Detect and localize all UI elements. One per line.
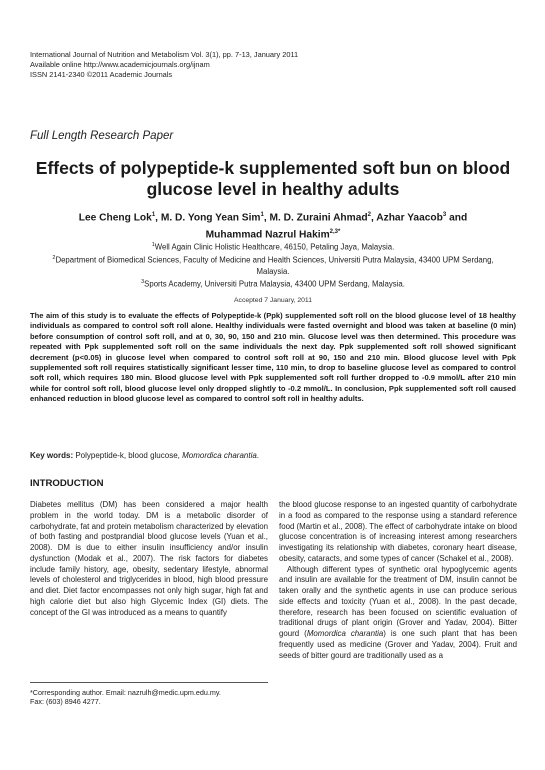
affiliation-item [50,240,496,253]
abstract: The aim of this study is to evaluate the effects of Polypeptide-k (Ppk) supplemented soft roll on the blood glucose level of 18 healthy individuals as compared to control soft roll alone. Healthy individuals were fasted overnight and blood was taken at baseline (0 min) before consumption of control soft roll, and at 0, 30, 90, 150 and 210 min. Glucose level was then determined. This procedure was repeated with Ppk supplemented soft roll on the same individuals the next day. Ppk supplemented soft roll showed significant decrement (p<0.05) in glucose level when compared to control soft roll at 90, 150 and 210 min. Blood glucose level with Ppk supplemented soft roll requires statistically significant lesser time, 110 min, to drop to baseline glucose level as compared to control soft roll, which requires 180 min. Blood glucose level with Ppk supplemented soft roll further dropped to -0.9 mmol/L after 210 min while for control soft roll, blood glucose level only dropped slightly to -0.2 mmol/L. In conclusion, Ppk supplemented soft roll caused enhanced reduction in blood glucose level as compared to control soft roll in healthy adults. [30,311,516,404]
body-column-right [279,500,517,661]
accepted-date: Accepted 7 January, 2011 [234,297,312,304]
footnote-divider [30,682,268,683]
body-text: ) is one such plant that has been frequently used as medicine (Grover and Yadav, 2004). Fruit and seeds of bitter gourd are traditionally used as a [279,629,517,660]
author-name: M. D. Yong Yean Sim [160,212,261,224]
affiliation-mark: 3 [141,278,145,285]
affiliation-list [50,240,496,290]
keywords-text: Polypeptide-k, blood glucose, [73,451,183,460]
body-paragraph: Diabetes mellitus (DM) has been considered a major health problem in the world today. DM is a metabolic disorder of carbohydrate, fat and protein metabolism characterized by elevation of both fasting and postprandial blood glucose levels (Yuan et al., 2008). DM is due to either insulin insufficiency and/or insulin dysfunction (Modak et al., 2007). The risk factors for diabetes include family history, age, obesity, sedentary lifestyle, abnormal levels of cholesterol and triglycerides in blood, high blood pressure and diet. Diet factor encompasses not only high sugar, high fat and high calorie diet but also high Glycemic Index (GI) diets. The concept of the GI was introduced as a means to quantify [30,500,268,617]
paper-title: Effects of polypeptide-k supplemented soft bun on blood glucose level in healthy adults [35,158,511,199]
affiliation-item [50,277,496,290]
journal-citation: International Journal of Nutrition and Metabolism Vol. 3(1), pp. 7-13, January 2011 [30,50,299,59]
affiliation-mark: 2 [52,254,56,261]
journal-issn: ISSN 2141-2340 ©2011 Academic Journals [30,70,173,79]
author-name: Azhar Yaacob [376,212,443,224]
author-affiliation-mark: 2,3* [329,229,341,236]
corresponding-author-footnote [30,688,268,707]
author-affiliation-mark: 3 [442,212,447,218]
body-text: Although different types of synthetic oral hypoglycemic agents and insulin are available for the treatment of DM, insulin cannot be taken orally and the synthetic agents in use can produce serious side effects and toxicity (Yuan et al., 2008). In the past decade, therefore, research has been focused on scientific evaluation of traditional drugs of plant origin (Grover and Yadav, 2004). Bitter gourd ( [279,564,517,638]
body-italic-text: Momordica charantia [306,629,384,638]
article-type: Full Length Research Paper [30,130,174,142]
affiliation-mark: 1 [151,242,155,248]
affiliation-text: Sports Academy, Universiti Putra Malaysia, 43400 UPM Serdang, Malaysia. [144,279,405,289]
journal-header [30,50,510,80]
author-list [40,208,506,243]
body-paragraph: the blood glucose response to an ingested quantity of carbohydrate in a food as compared to the response using a standard reference food (Martin et al., 2008). The effect of carbohydrate intake on blood glucose concentration is of increasing interest among researchers investigating its relationship with diabetes, coronary heart disease, obesity, cataracts, and some types of cancer (Schakel et al., 2008). [279,500,517,563]
keywords [30,451,516,460]
affiliation-item [50,253,496,277]
section-heading-introduction: INTRODUCTION [30,478,104,489]
footnote-line: Fax: (603) 8946 4277. [30,697,101,707]
affiliation-text: Department of Biomedical Sciences, Faculty of Medicine and Health Sciences, Universiti Putra Malaysia, 43400 UPM Serdang, Malaysia. [55,255,494,276]
body-column-left [30,500,268,618]
author-affiliation-mark: 1 [151,212,156,218]
author-separator: , [370,212,377,224]
author-separator: , [155,212,161,224]
body-paragraph [279,565,517,662]
author-name: M. D. Zuraini Ahmad [269,212,368,224]
author-separator: , [263,212,270,224]
keywords-label: Key words: [30,451,74,460]
author-name: Muhammad Nazrul Hakim [205,229,330,241]
author-name: Lee Cheng Lok [78,212,152,224]
keywords-italic: Momordica charantia [182,451,257,460]
keywords-end: . [256,451,260,460]
author-separator: and [446,212,468,224]
journal-url: Available online http://www.academicjournals.org/ijnam [30,60,210,69]
author-affiliation-mark: 1 [260,212,264,218]
author-affiliation-mark: 2 [367,212,371,218]
affiliation-text: Well Again Clinic Holistic Healthcare, 46150, Petaling Jaya, Malaysia. [154,242,395,252]
footnote-line: *Corresponding author. Email: nazrulh@medic.upm.edu.my. [30,688,221,697]
